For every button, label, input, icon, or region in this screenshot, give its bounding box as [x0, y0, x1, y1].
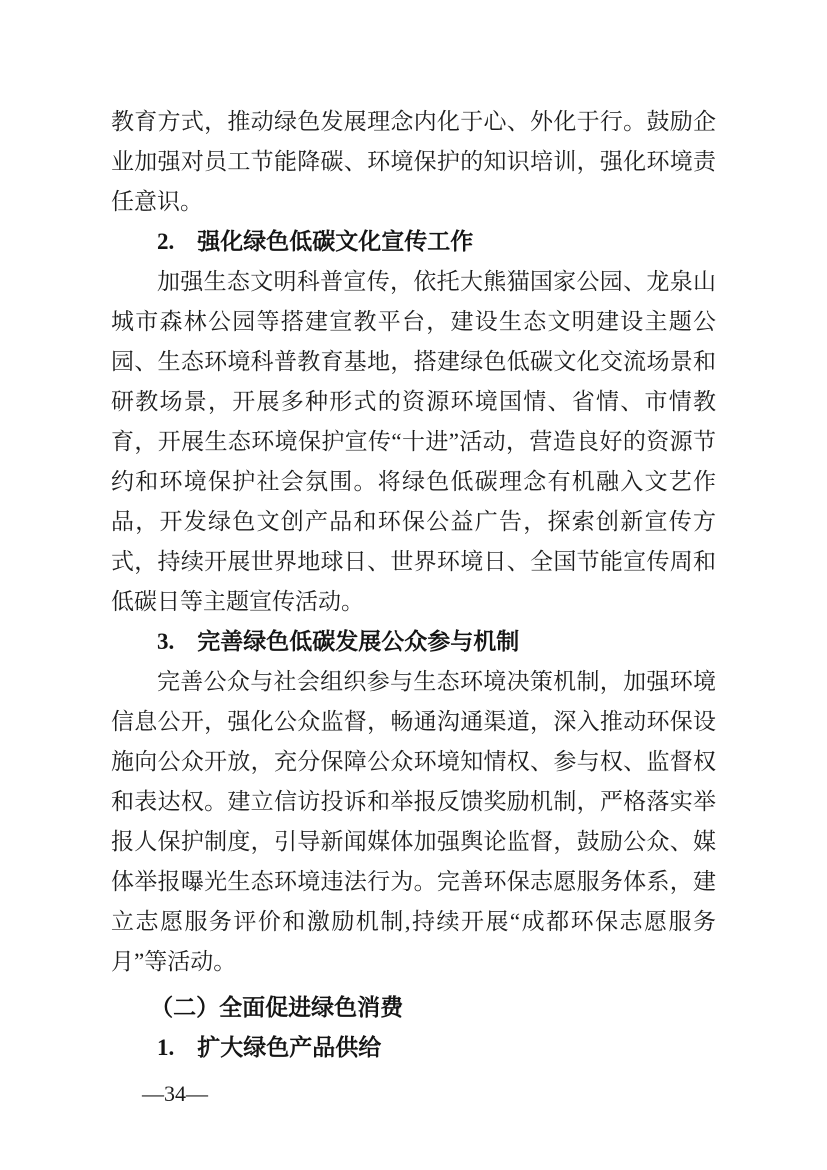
heading-1-expand-green-product-supply: 1. 扩大绿色产品供给	[157, 1035, 382, 1060]
paragraph-environment-education-continuation: 教育方式，推动绿色发展理念内化于心、外化于行。鼓励企业加强对员工节能降碳、环境保护的知识培训，强化环境责任意识。	[111, 109, 716, 214]
paragraph-public-participation-detail: 完善公众与社会组织参与生态环境决策机制，加强环境信息公开，强化公众监督，畅通沟通渠道，深入推动环保设施向公众开放，充分保障公众环境知情权、参与权、监督权和表达权。建立信访投诉和举报反馈奖励机制，严格落实举报人保护制度，引导新闻媒体加强舆论监督，鼓励公众、媒体举报曝光生态环境违法行为。完善环保志愿服务体系，建立志愿服务评价和激励机制,持续开展“成都环保志愿服务月”等活动。	[111, 669, 716, 974]
document-text-block	[111, 102, 716, 1068]
section-heading-2-promote-green-consumption: （二）全面促进绿色消费	[150, 995, 404, 1020]
heading-3-public-participation-mechanism: 3. 完善绿色低碳发展公众参与机制	[157, 629, 520, 654]
paragraph-eco-civilization-publicity: 加强生态文明科普宣传，依托大熊猫国家公园、龙泉山城市森林公园等搭建宣教平台，建设生态文明建设主题公园、生态环境科普教育基地，搭建绿色低碳文化交流场景和研教场景，开展多种形式的资源环境国情、省情、市情教育，开展生态环境保护宣传“十进”活动，营造良好的资源节约和环境保护社会氛围。将绿色低碳理念有机融入文艺作品，开发绿色文创产品和环保公益广告，探索创新宣传方式，持续开展世界地球日、世界环境日、全国节能宣传周和低碳日等主题宣传活动。	[111, 269, 716, 614]
page-number: —34—	[142, 1081, 208, 1106]
heading-2-green-lowcarbon-culture-promotion: 2. 强化绿色低碳文化宣传工作	[157, 229, 474, 254]
